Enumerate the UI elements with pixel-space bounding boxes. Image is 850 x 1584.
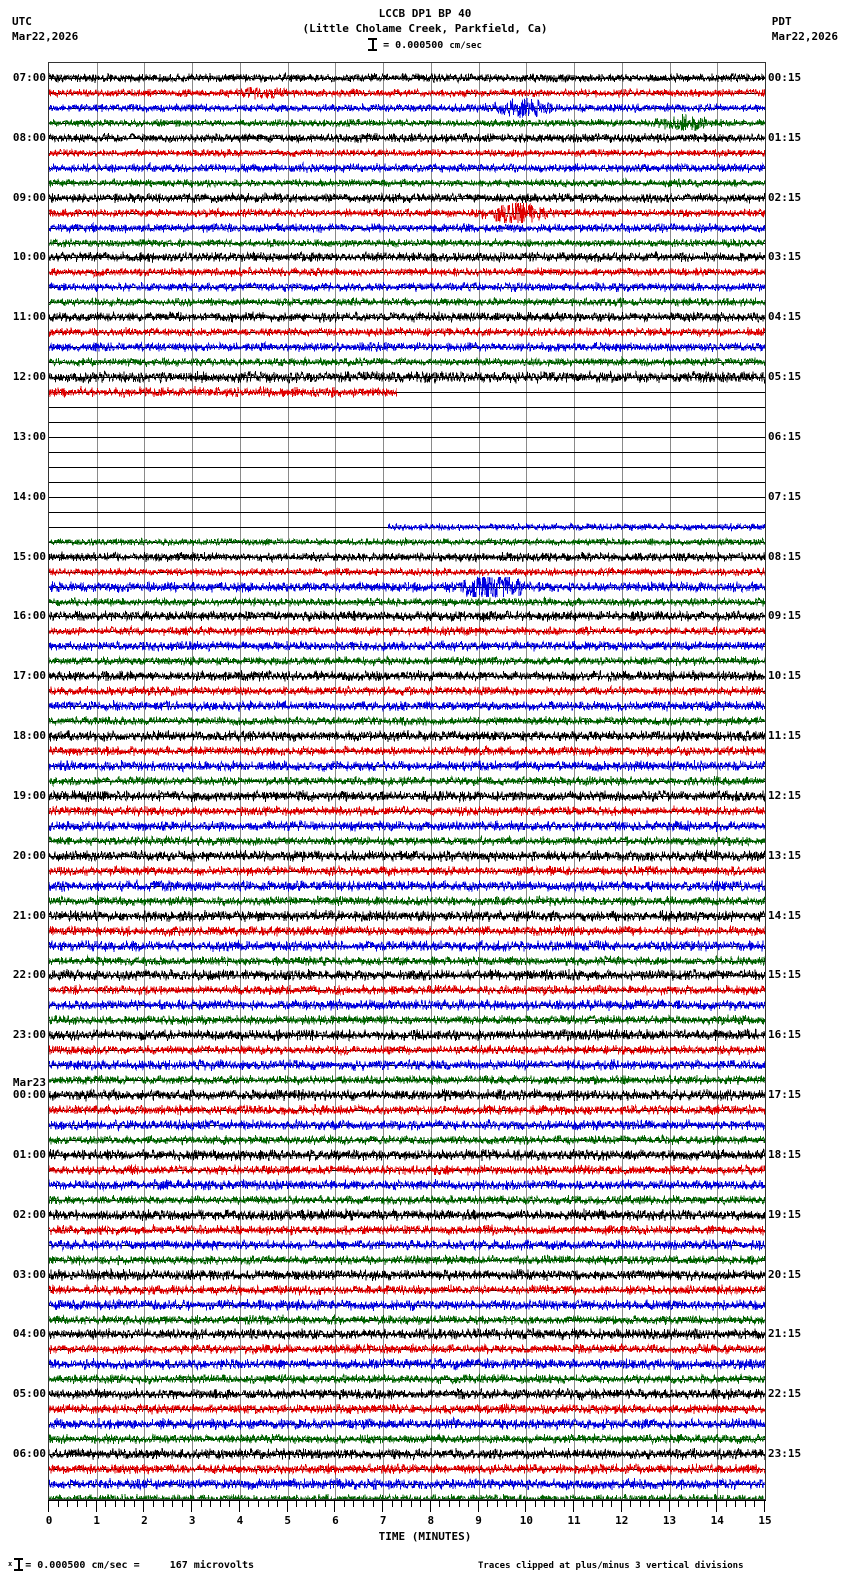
pdt-hour-label: 20:15 [768, 1267, 802, 1281]
scale-units: cm/sec [449, 41, 482, 51]
x-axis-minor-tick [535, 1500, 536, 1507]
x-axis-major-tick [239, 1500, 240, 1512]
x-axis-tick-label: 15 [758, 1514, 772, 1527]
x-axis-minor-tick [392, 1500, 393, 1507]
x-axis-minor-tick [630, 1500, 631, 1507]
pdt-zone-label: PDT [771, 15, 792, 28]
x-axis-minor-tick [659, 1500, 660, 1507]
x-axis-minor-tick [277, 1500, 278, 1507]
x-axis-minor-tick [649, 1500, 650, 1507]
x-axis-minor-tick [688, 1500, 689, 1507]
x-axis-minor-tick [640, 1500, 641, 1507]
x-axis-major-tick [764, 1500, 765, 1512]
x-axis-major-tick [334, 1500, 335, 1512]
x-axis-tick-label: 5 [284, 1514, 291, 1527]
x-axis-minor-tick [487, 1500, 488, 1507]
utc-hour-label: 14:00 [12, 489, 46, 503]
x-axis-minor-tick [344, 1500, 345, 1507]
utc-hour-label: 08:00 [12, 130, 46, 144]
x-axis-major-tick [143, 1500, 144, 1512]
utc-hour-label: 06:00 [12, 1447, 46, 1461]
x-axis-minor-tick [220, 1500, 221, 1507]
x-axis-minor-tick [726, 1500, 727, 1507]
x-axis-minor-tick [678, 1500, 679, 1507]
pdt-hour-label: 07:15 [768, 489, 802, 503]
trace-baseline [49, 437, 765, 438]
x-axis-minor-tick [449, 1500, 450, 1507]
utc-date-label: Mar22,2026 [12, 30, 79, 43]
trace-baseline [49, 452, 765, 453]
x-axis-major-tick [191, 1500, 192, 1512]
x-axis-tick-label: 14 [710, 1514, 724, 1527]
utc-hour-label: 10:00 [12, 250, 46, 264]
x-axis-minor-tick [735, 1500, 736, 1507]
x-axis-tick-label: 13 [662, 1514, 677, 1527]
x-axis-major-tick [669, 1500, 670, 1512]
pdt-hour-label: 14:15 [768, 908, 802, 922]
pdt-hour-label: 02:15 [768, 190, 802, 204]
x-axis-minor-tick [353, 1500, 354, 1507]
utc-hour-label: 13:00 [12, 429, 46, 443]
x-axis-minor-tick [363, 1500, 364, 1507]
x-axis-tick-label: 11 [567, 1514, 581, 1527]
pdt-hour-label: 00:15 [768, 70, 802, 84]
x-axis-minor-tick [544, 1500, 545, 1507]
x-axis-major-tick [525, 1500, 526, 1512]
pdt-hour-label: 19:15 [768, 1207, 802, 1221]
x-axis-minor-tick [115, 1500, 116, 1507]
x-axis-minor-tick [67, 1500, 68, 1507]
x-axis-tick-label: 0 [45, 1514, 53, 1527]
x-axis-minor-tick [602, 1500, 603, 1507]
x-axis-minor-tick [325, 1500, 326, 1507]
pdt-hour-label: 08:15 [768, 549, 802, 563]
x-axis-minor-tick [201, 1500, 202, 1507]
x-axis-minor-tick [554, 1500, 555, 1507]
pdt-hour-label: 09:15 [768, 609, 802, 623]
pdt-hour-label: 05:15 [768, 370, 802, 384]
x-axis-major-tick [382, 1500, 383, 1512]
x-axis-minor-tick [592, 1500, 593, 1507]
x-axis-minor-tick [77, 1500, 78, 1507]
scale-ibeam-icon [368, 38, 377, 51]
footer-amplitude-note [8, 1558, 254, 1572]
x-axis-minor-tick [210, 1500, 211, 1507]
x-axis-major-tick [430, 1500, 431, 1512]
x-axis-minor-tick [506, 1500, 507, 1507]
utc-hour-label: 16:00 [12, 609, 46, 623]
utc-hour-label: 20:00 [12, 848, 46, 862]
pdt-hour-label: 11:15 [768, 729, 802, 743]
utc-hour-label: 23:00 [12, 1028, 46, 1042]
day-change-marker: Mar23 [12, 1076, 46, 1090]
x-axis-minor-tick [58, 1500, 59, 1507]
x-axis-minor-tick [315, 1500, 316, 1507]
x-axis-minor-tick [707, 1500, 708, 1507]
x-axis-tick-label: 3 [188, 1514, 196, 1527]
x-axis-minor-tick [182, 1500, 183, 1507]
pdt-hour-label: 04:15 [768, 310, 802, 324]
x-axis-minor-tick [124, 1500, 125, 1507]
x-axis-minor-tick [306, 1500, 307, 1507]
utc-hour-label: 05:00 [12, 1387, 46, 1401]
x-axis-minor-tick [564, 1500, 565, 1507]
trace-baseline [49, 512, 765, 513]
x-axis-minor-tick [268, 1500, 269, 1507]
x-axis-tick-label: 4 [236, 1514, 244, 1527]
pdt-hour-label: 13:15 [768, 848, 802, 862]
utc-hour-label: 02:00 [12, 1207, 46, 1221]
scale-bar-legend [0, 38, 850, 53]
utc-hour-label: 04:00 [12, 1327, 46, 1341]
x-axis-tick-label: 1 [93, 1514, 101, 1527]
x-axis-minor-tick [163, 1500, 164, 1507]
x-axis-major-tick [716, 1500, 717, 1512]
x-axis-minor-tick [420, 1500, 421, 1507]
x-axis-minor-tick [459, 1500, 460, 1507]
pdt-hour-label: 21:15 [768, 1327, 802, 1341]
x-axis-tick-label: 9 [475, 1514, 482, 1527]
x-axis-minor-tick [229, 1500, 230, 1507]
footer-amplitude-text: = 0.000500 cm/sec = [25, 1560, 140, 1571]
utc-hour-label: 11:00 [12, 310, 46, 324]
utc-hour-label: 12:00 [12, 370, 46, 384]
x-axis-minor-tick [468, 1500, 469, 1507]
scale-value: = 0.000500 [383, 40, 444, 51]
footer-amplitude-value: 167 microvolts [169, 1560, 255, 1571]
utc-hour-label: 01:00 [12, 1147, 46, 1161]
trace-baseline [49, 497, 765, 498]
trace-baseline [49, 422, 765, 423]
x-axis-minor-tick [153, 1500, 154, 1507]
pdt-hour-label: 10:15 [768, 669, 802, 683]
x-axis-tick-label: 12 [615, 1514, 629, 1527]
utc-zone-label: UTC [12, 15, 32, 28]
x-axis-major-tick [478, 1500, 479, 1512]
x-axis-minor-tick [411, 1500, 412, 1507]
x-axis-major-tick [573, 1500, 574, 1512]
utc-hour-label: 19:00 [12, 788, 46, 802]
x-axis-major-tick [621, 1500, 622, 1512]
x-axis-minor-tick [296, 1500, 297, 1507]
x-axis-minor-tick [439, 1500, 440, 1507]
pdt-hour-label: 18:15 [768, 1147, 802, 1161]
page-title: LCCB DP1 BP 40 [378, 7, 472, 20]
x-axis-tick-label: 7 [379, 1514, 387, 1527]
x-axis-minor-tick [497, 1500, 498, 1507]
utc-hour-label: 03:00 [12, 1267, 46, 1281]
pdt-hour-label: 17:15 [768, 1088, 802, 1102]
x-axis-minor-tick [754, 1500, 755, 1507]
x-axis-tick-label: 10 [519, 1514, 533, 1527]
x-axis-minor-tick [373, 1500, 374, 1507]
seismic-trace [49, 381, 397, 403]
x-axis-major-tick [48, 1500, 49, 1512]
footer-amplitude-prefix: x [8, 1560, 13, 1568]
x-axis-minor-tick [611, 1500, 612, 1507]
pdt-hour-label: 06:15 [768, 429, 802, 443]
x-axis-minor-tick [516, 1500, 517, 1507]
x-axis [48, 1500, 766, 1514]
x-axis-major-tick [287, 1500, 288, 1512]
page-subtitle: (Little Cholame Creek, Parkfield, Ca) [302, 22, 548, 35]
utc-hour-label: 15:00 [12, 549, 46, 563]
utc-hour-label: 00:00 [12, 1088, 46, 1102]
x-axis-minor-tick [248, 1500, 249, 1507]
x-axis-major-tick [96, 1500, 97, 1512]
utc-hour-label: 21:00 [12, 908, 46, 922]
pdt-hour-label: 12:15 [768, 788, 802, 802]
pdt-date-label: Mar22,2026 [771, 30, 838, 43]
pdt-hour-label: 16:15 [768, 1028, 802, 1042]
utc-hour-label: 09:00 [12, 190, 46, 204]
seismogram-plot-area[interactable] [48, 62, 766, 1500]
x-axis-minor-tick [258, 1500, 259, 1507]
utc-hour-label: 18:00 [12, 729, 46, 743]
x-axis-minor-tick [134, 1500, 135, 1507]
utc-hour-label: 17:00 [12, 669, 46, 683]
x-axis-minor-tick [745, 1500, 746, 1507]
pdt-hour-label: 22:15 [768, 1387, 802, 1401]
x-axis-minor-tick [172, 1500, 173, 1507]
x-axis-tick-label: 2 [141, 1514, 148, 1527]
footer-clip-note: Traces clipped at plus/minus 3 vertical divisions [478, 1561, 744, 1571]
x-axis-minor-tick [697, 1500, 698, 1507]
x-axis-title: TIME (MINUTES) [378, 1530, 472, 1543]
x-axis-minor-tick [583, 1500, 584, 1507]
trace-baseline [49, 482, 765, 483]
pdt-hour-label: 15:15 [768, 968, 802, 982]
trace-baseline [49, 467, 765, 468]
pdt-hour-label: 01:15 [768, 130, 802, 144]
utc-hour-label: 22:00 [12, 968, 46, 982]
x-axis-minor-tick [401, 1500, 402, 1507]
x-axis-minor-tick [86, 1500, 87, 1507]
x-axis-tick-label: 6 [332, 1514, 339, 1527]
pdt-hour-label: 23:15 [768, 1447, 802, 1461]
x-axis-tick-label: 8 [427, 1514, 435, 1527]
x-axis-minor-tick [105, 1500, 106, 1507]
utc-hour-label: 07:00 [12, 70, 46, 84]
footer-ibeam-icon [14, 1558, 23, 1571]
trace-baseline [49, 407, 765, 408]
pdt-hour-label: 03:15 [768, 250, 802, 264]
seismic-trace [49, 1488, 765, 1500]
